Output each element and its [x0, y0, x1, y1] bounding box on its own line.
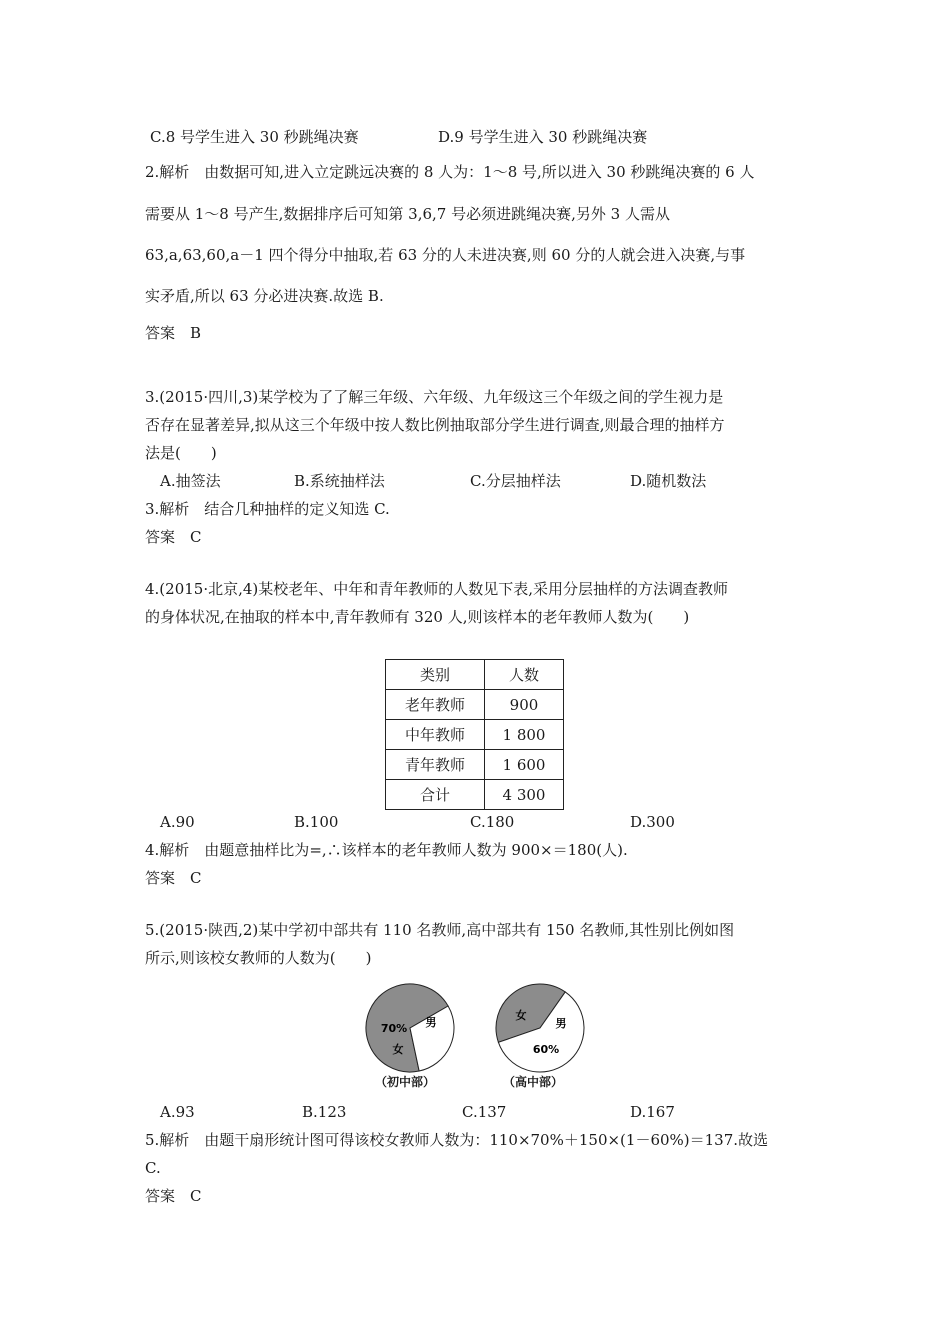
answer: 答案 C	[145, 1187, 202, 1205]
option-d: D.随机数法	[630, 472, 707, 490]
question-stem: 否存在显著差异,拟从这三个年级中按人数比例抽取部分学生进行调查,则最合理的抽样方	[145, 416, 725, 434]
option-c: C.137	[462, 1103, 507, 1121]
pie-caption: （初中部）	[375, 1075, 436, 1089]
table-cell: 1 800	[485, 720, 564, 750]
table-cell: 中年教师	[386, 720, 485, 750]
table-row	[386, 690, 564, 720]
option-c: C.8 号学生进入 30 秒跳绳决赛	[150, 128, 359, 146]
question-stem: 4.(2015·北京,4)某校老年、中年和青年教师的人数见下表,采用分层抽样的方法调查教师	[145, 580, 729, 598]
table-cell: 青年教师	[386, 750, 485, 780]
analysis-line: C.	[145, 1159, 161, 1177]
table-cell: 合计	[386, 780, 485, 810]
pie-chart-senior	[494, 982, 586, 1074]
table-cell: 4 300	[485, 780, 564, 810]
analysis-line: 3.解析 结合几种抽样的定义知选 C.	[145, 500, 390, 518]
analysis-line: 63,a,63,60,a－1 四个得分中抽取,若 63 分的人未进决赛,则 60 分的人就会进入决赛,与事	[145, 246, 746, 264]
option-d: D.300	[630, 813, 675, 831]
percent-label: 70%	[380, 1022, 408, 1035]
question-stem: 3.(2015·四川,3)某学校为了了解三年级、六年级、九年级这三个年级之间的学生视力是	[145, 388, 724, 406]
question-stem: 法是( )	[145, 444, 217, 462]
question-stem: 5.(2015·陕西,2)某中学初中部共有 110 名教师,高中部共有 150 名教师,其性别比例如图	[145, 921, 735, 939]
table-header: 类别	[386, 660, 485, 690]
table-header: 人数	[485, 660, 564, 690]
male-label: 男	[425, 1016, 437, 1029]
answer: 答案 B	[145, 324, 202, 342]
analysis-line: 需要从 1～8 号产生,数据排序后可知第 3,6,7 号必须进跳绳决赛,另外 3 人需从	[145, 205, 670, 223]
option-c: C.分层抽样法	[470, 472, 561, 490]
percent-label: 60%	[532, 1043, 560, 1056]
teacher-count-table	[385, 659, 564, 810]
analysis-line: 5.解析 由题干扇形统计图可得该校女教师人数为：110×70%＋150×(1－60%)＝137.故选	[145, 1131, 769, 1149]
pie-chart-junior	[364, 982, 456, 1074]
pie-caption: （高中部）	[503, 1075, 564, 1089]
female-label: 女	[515, 1009, 527, 1022]
option-b: B.系统抽样法	[294, 472, 385, 490]
option-d: D.167	[630, 1103, 675, 1121]
option-c: C.180	[470, 813, 515, 831]
option-a: A.93	[160, 1103, 195, 1121]
answer: 答案 C	[145, 869, 202, 887]
answer: 答案 C	[145, 528, 202, 546]
table-row	[386, 780, 564, 810]
analysis-line: 4.解析 由题意抽样比为=,∴该样本的老年教师人数为 900×＝180(人).	[145, 841, 628, 859]
table-cell: 1 600	[485, 750, 564, 780]
table-row	[386, 720, 564, 750]
option-b: B.123	[302, 1103, 347, 1121]
table-row	[386, 750, 564, 780]
female-label: 女	[392, 1043, 404, 1056]
option-d: D.9 号学生进入 30 秒跳绳决赛	[438, 128, 648, 146]
option-a: A.90	[160, 813, 195, 831]
question-stem: 所示,则该校女教师的人数为( )	[145, 949, 372, 967]
analysis-line: 实矛盾,所以 63 分必进决赛.故选 B.	[145, 287, 384, 305]
option-b: B.100	[294, 813, 339, 831]
table-header-row	[386, 660, 564, 690]
male-label: 男	[555, 1017, 567, 1030]
question-stem: 的身体状况,在抽取的样本中,青年教师有 320 人,则该样本的老年教师人数为( )	[145, 608, 690, 626]
option-a: A.抽签法	[160, 472, 221, 490]
analysis-line: 2.解析 由数据可知,进入立定跳远决赛的 8 人为：1～8 号,所以进入 30 秒跳绳决赛的 6 人	[145, 163, 755, 181]
table-cell: 老年教师	[386, 690, 485, 720]
table-cell: 900	[485, 690, 564, 720]
